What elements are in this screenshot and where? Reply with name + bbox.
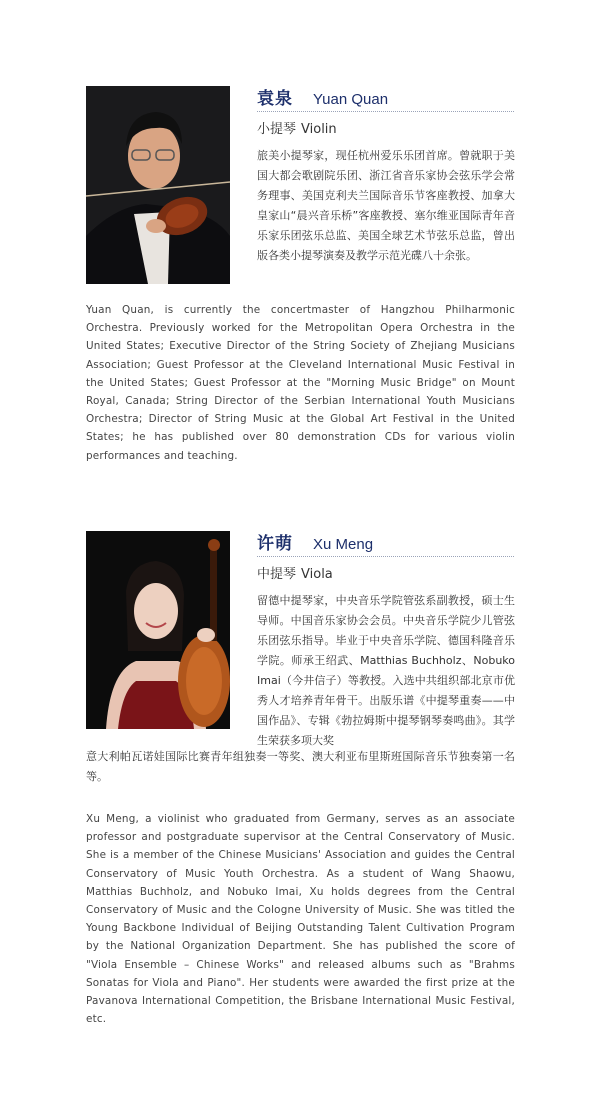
title-divider (257, 556, 514, 557)
artist-photo-yuan-quan (86, 86, 230, 284)
instrument-label (257, 563, 333, 582)
artist-name-row (257, 84, 388, 108)
instrument-cn: 中提琴 (257, 567, 297, 582)
artist-name-en: Yuan Quan (313, 91, 389, 108)
artist-bio-en: Xu Meng, a violinist who graduated from Germany, serves as an associate professor and postgraduate supervisor at the Central Conservatory of Music. She is a member of the Chinese Musicians' Association and guides the Central Conservatory of Music Youth Orchestra. As a student of Wang Shaowu, Matthias Buchholz, and Nobuko Imai, Xu holds degrees from the Central Conservatory of Music and the Cologne University of Music. She was titled the Young Backbone Individual of Beijing Outstanding Talent Cultivation Program by the National Organization Department. She has published the score of "Viola Ensemble – Chinese Works" and released albums such as "Brahms Sonatas for Viola and Piano". Her students were awarded the first prize at the Pavanova International Competition, the Brisbane International Music Festival, etc. (86, 813, 515, 1026)
artist-photo-xu-meng (86, 531, 230, 729)
instrument-label (257, 118, 337, 137)
artist-bio-en: Yuan Quan, is currently the concertmaster of Hangzhou Philharmonic Orchestra. Previously worked for the Metropolitan Opera Orchestra in the United States; Executive Director of the String Society of Zhejiang Musicians Association; Guest Professor at the Cleveland International Music Festival in the United States; Guest Professor at the "Morning Music Bridge" on Mount Royal, Canada; String Director of the Serbian International Youth Musicians Orchestra; Director of String Music at the Global Art Festival in the United States; he has published over 80 demonstration CDs for various violin performances and teaching. (86, 304, 515, 462)
artist-name-en: Xu Meng (313, 536, 374, 553)
artist-name-cn: 许萌 (257, 534, 293, 554)
artist-name-row (257, 529, 373, 553)
instrument-en: Viola (301, 567, 333, 582)
artist-bio-cn: 留德中提琴家，中央音乐学院管弦系副教授，硕士生导师。中国音乐家协会会员。中央音乐学院少儿管弦乐团弦乐指导。毕业于中央音乐学院、德国科隆音乐学院。师承王绍武、Matthias Buchholz、Nobuko Imai（今井信子）等教授。入选中共组织部北京市优秀人才培养青年骨干。出版乐谱《中提琴重奏——中国作品》、专辑《勃拉姆斯中提琴钢琴奏鸣曲》。其学生荣获多项大奖 (257, 594, 515, 747)
instrument-cn: 小提琴 (257, 122, 297, 137)
instrument-en: Violin (301, 122, 337, 137)
title-divider (257, 111, 514, 112)
artist-bio-cn-continued: 意大利帕瓦诺娃国际比赛青年组独奏一等奖、澳大利亚布里斯班国际音乐节独奏第一名等。 (86, 750, 515, 783)
artist-name-cn: 袁泉 (257, 89, 293, 109)
artist-bio-cn: 旅美小提琴家，现任杭州爱乐乐团首席。曾就职于美国大都会歌剧院乐团、浙江省音乐家协会弦乐学会常务理事、美国克利夫兰国际音乐节客座教授、加拿大皇家山“晨兴音乐桥”客座教授、塞尔维亚国际青年音乐家乐团弦乐总监、美国全球艺术节弦乐总监，曾出版各类小提琴演奏及教学示范光碟八十余张。 (257, 149, 515, 262)
